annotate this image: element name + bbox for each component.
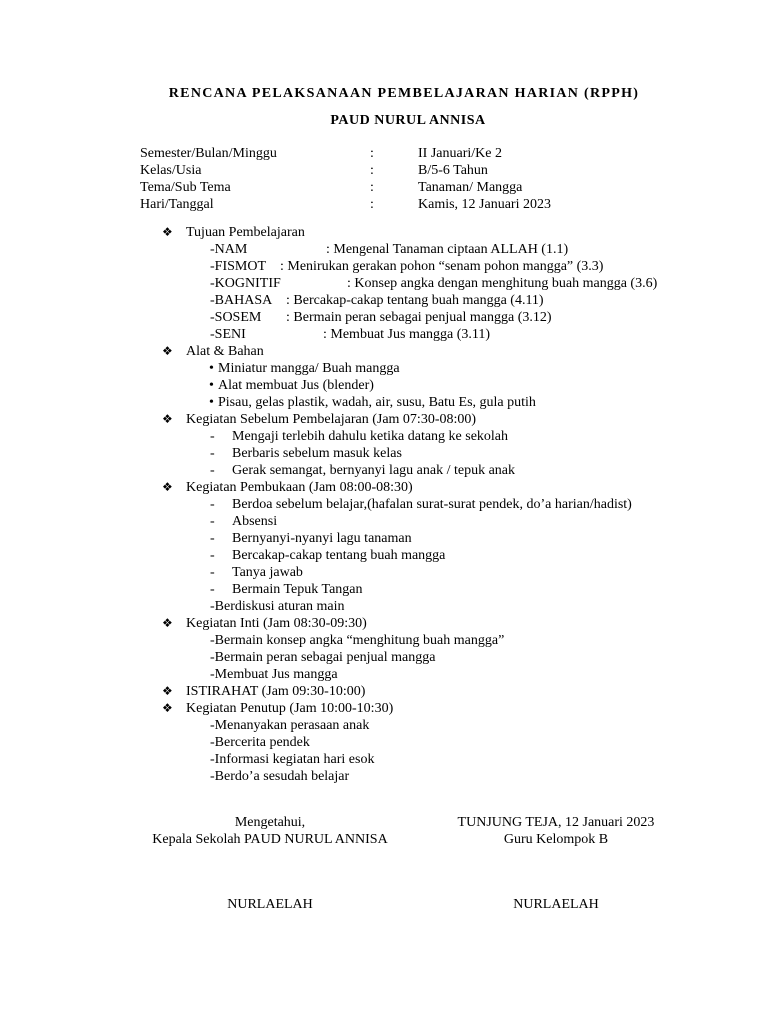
item-text: Bermain Tepuk Tangan: [232, 582, 363, 597]
diamond-bullet-icon: ❖: [162, 412, 173, 426]
list-item: [0, 581, 768, 598]
list-item: [0, 632, 768, 649]
dash-marker: -: [210, 446, 215, 461]
list-item: [0, 326, 768, 343]
info-label: Hari/Tanggal: [140, 197, 214, 212]
list-item: [0, 717, 768, 734]
list-item: [0, 394, 768, 411]
item-text: : Mengenal Tanaman ciptaan ALLAH (1.1): [326, 242, 569, 257]
section-heading-text: ISTIRAHAT (Jam 09:30-10:00): [186, 684, 366, 699]
item-text: Pisau, gelas plastik, wadah, air, susu, Batu Es, gula putih: [218, 395, 536, 410]
item-text: -Berdo’a sesudah belajar: [210, 769, 350, 784]
list-item: [0, 564, 768, 581]
list-item: [0, 241, 768, 258]
item-key: -KOGNITIF: [210, 276, 281, 291]
teacher-signature-name: NURLAELAH: [513, 897, 599, 912]
list-item: [0, 547, 768, 564]
item-text: -Membuat Jus mangga: [210, 667, 338, 682]
list-item: [0, 275, 768, 292]
section-heading-text: Kegiatan Pembukaan (Jam 08:00-08:30): [186, 480, 413, 495]
info-value: II Januari/Ke 2: [418, 146, 502, 161]
info-label: Tema/Sub Tema: [140, 180, 231, 195]
dot-bullet-icon: •: [209, 378, 214, 393]
item-text: Miniatur mangga/ Buah mangga: [218, 361, 400, 376]
diamond-bullet-icon: ❖: [162, 684, 173, 698]
diamond-bullet-icon: ❖: [162, 616, 173, 630]
dash-marker: -: [210, 429, 215, 444]
diamond-bullet-icon: ❖: [162, 480, 173, 494]
info-label: Kelas/Usia: [140, 163, 202, 178]
item-text: Bernyanyi-nyanyi lagu tanaman: [232, 531, 412, 546]
list-item: [0, 309, 768, 326]
section-heading-alat: [0, 343, 768, 360]
item-text: -Menanyakan perasaan anak: [210, 718, 370, 733]
section-heading-text: Kegiatan Sebelum Pembelajaran (Jam 07:30-08:00): [186, 412, 477, 427]
section-heading-text: Kegiatan Penutup (Jam 10:00-10:30): [186, 701, 394, 716]
dash-marker: -: [210, 463, 215, 478]
list-item: [0, 377, 768, 394]
diamond-bullet-icon: ❖: [162, 701, 173, 715]
list-item: [0, 445, 768, 462]
list-item: [0, 258, 768, 275]
list-item: [0, 496, 768, 513]
item-key: -SENI: [210, 327, 246, 342]
dash-marker: -: [210, 497, 215, 512]
item-key: -SOSEM: [210, 310, 262, 325]
info-row-hari: [140, 196, 700, 213]
list-item: [0, 292, 768, 309]
list-item: [0, 666, 768, 683]
item-key: -NAM: [210, 242, 248, 257]
teacher-title: Guru Kelompok B: [503, 832, 609, 847]
item-text: -Bermain peran sebagai penjual mangga: [210, 650, 436, 665]
principal-signature-name: NURLAELAH: [227, 897, 313, 912]
info-colon: :: [370, 146, 374, 161]
section-heading-text: Tujuan Pembelajaran: [186, 225, 305, 240]
item-text: -Bermain konsep angka “menghitung buah mangga”: [210, 633, 505, 648]
info-value: B/5-6 Tahun: [418, 163, 488, 178]
item-text: : Bermain peran sebagai penjual mangga (3.12): [286, 310, 552, 325]
info-label: Semester/Bulan/Minggu: [140, 146, 277, 161]
info-table: [140, 145, 700, 213]
item-text: Gerak semangat, bernyanyi lagu anak / tepuk anak: [232, 463, 516, 478]
list-item: [0, 428, 768, 445]
item-text: : Membuat Jus mangga (3.11): [323, 327, 491, 342]
info-colon: :: [370, 197, 374, 212]
section-heading-penutup: [0, 700, 768, 717]
item-text: : Menirukan gerakan pohon “senam pohon mangga” (3.3): [280, 259, 604, 274]
item-text: -Informasi kegiatan hari esok: [210, 752, 375, 767]
list-item: [0, 360, 768, 377]
section-heading-inti: [0, 615, 768, 632]
list-item: [0, 751, 768, 768]
list-item: [0, 598, 768, 615]
item-text: Bercakap-cakap tentang buah mangga: [232, 548, 446, 563]
item-text: Mengaji terlebih dahulu ketika datang ke sekolah: [232, 429, 509, 444]
list-item: [0, 649, 768, 666]
list-item: [0, 768, 768, 785]
approval-label: Mengetahui,: [234, 815, 306, 830]
item-key: -BAHASA: [210, 293, 273, 308]
list-item: [0, 462, 768, 479]
item-text: Tanya jawab: [232, 565, 303, 580]
info-colon: :: [370, 163, 374, 178]
info-value: Tanaman/ Mangga: [418, 180, 523, 195]
section-heading-pembukaan: [0, 479, 768, 496]
place-date: TUNJUNG TEJA, 12 Januari 2023: [457, 815, 655, 830]
diamond-bullet-icon: ❖: [162, 225, 173, 239]
plan-sections: [0, 224, 768, 785]
item-text: -Bercerita pendek: [210, 735, 310, 750]
section-heading-text: Alat & Bahan: [186, 344, 264, 359]
item-text: Berdoa sebelum belajar,(hafalan surat-surat pendek, do’a harian/hadist): [232, 497, 632, 512]
item-text: Alat membuat Jus (blender): [218, 378, 374, 393]
info-value: Kamis, 12 Januari 2023: [418, 197, 551, 212]
list-item: [0, 513, 768, 530]
item-text: : Konsep angka dengan menghitung buah mangga (3.6): [347, 276, 658, 291]
item-key: -FISMOT: [210, 259, 267, 274]
dot-bullet-icon: •: [209, 395, 214, 410]
section-heading-istirahat: [0, 683, 768, 700]
item-text: -Berdiskusi aturan main: [210, 599, 345, 614]
dash-marker: -: [210, 565, 215, 580]
dash-marker: -: [210, 531, 215, 546]
list-item: [0, 734, 768, 751]
document-title: RENCANA PELAKSANAAN PEMBELAJARAN HARIAN (RPPH): [168, 86, 640, 101]
section-heading-tujuan: [0, 224, 768, 241]
dot-bullet-icon: •: [209, 361, 214, 376]
diamond-bullet-icon: ❖: [162, 344, 173, 358]
item-text: : Bercakap-cakap tentang buah mangga (4.11): [286, 293, 544, 308]
list-item: [0, 530, 768, 547]
info-row-kelas: [140, 162, 700, 179]
info-row-semester: [140, 145, 700, 162]
item-text: Absensi: [232, 514, 278, 529]
dash-marker: -: [210, 514, 215, 529]
school-name: PAUD NURUL ANNISA: [330, 113, 486, 128]
dash-marker: -: [210, 548, 215, 563]
principal-title: Kepala Sekolah PAUD NURUL ANNISA: [152, 832, 388, 847]
section-heading-text: Kegiatan Inti (Jam 08:30-09:30): [186, 616, 367, 631]
section-heading-sebelum: [0, 411, 768, 428]
info-row-tema: [140, 179, 700, 196]
item-text: Berbaris sebelum masuk kelas: [232, 446, 402, 461]
dash-marker: -: [210, 582, 215, 597]
info-colon: :: [370, 180, 374, 195]
